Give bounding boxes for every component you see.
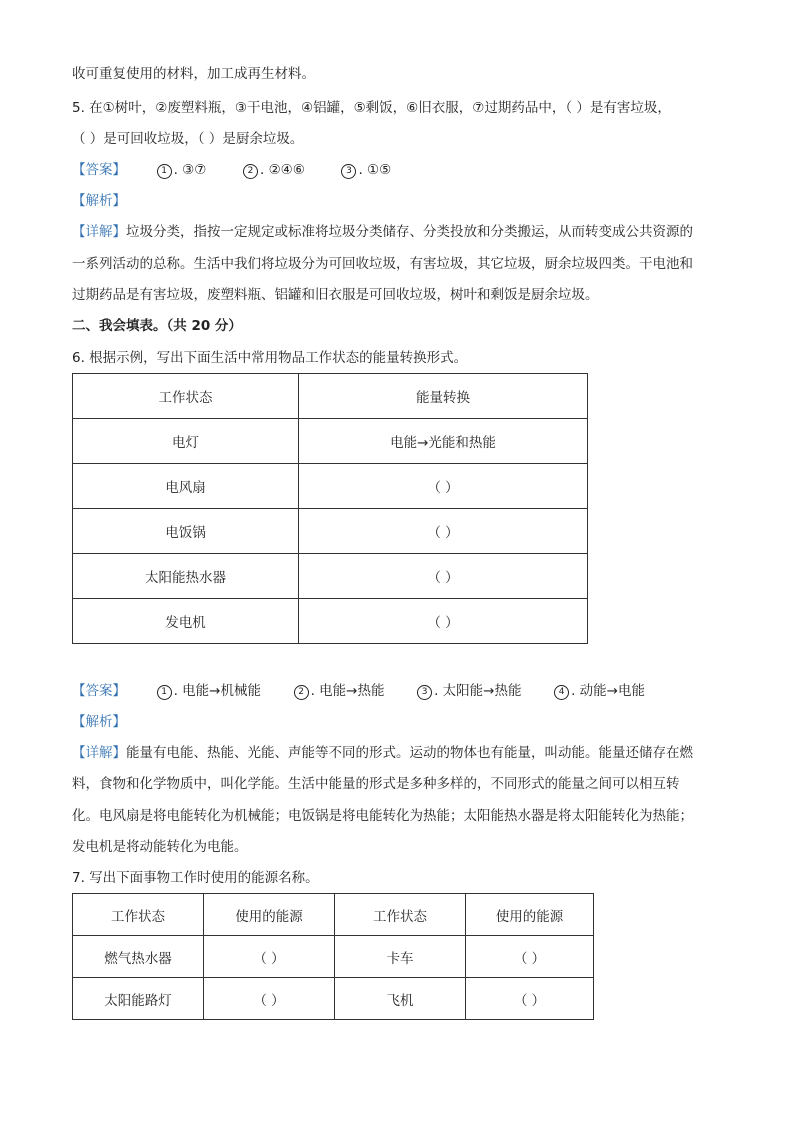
answer-item: 2 . 电能→热能 [294, 683, 385, 699]
q5-prompt-line1: 5. 在①树叶，②废塑料瓶，③干电池，④铝罐，⑤剩饭，⑥旧衣服，⑦过期药品中，（ ）是有害垃圾， [72, 100, 671, 116]
table-cell: （ ） [299, 509, 588, 554]
q5-answer [72, 160, 391, 180]
table-row [73, 554, 588, 599]
table-row [73, 464, 588, 509]
q6-table [72, 373, 588, 644]
table-cell: （ ） [466, 978, 594, 1020]
answer-item: 1 . 电能→机械能 [157, 683, 261, 699]
answer-number: 3 [341, 164, 356, 179]
q6-detail-line: 【详解】能量有电能、热能、光能、声能等不同的形式。运动的物体也有能量，叫动能。能量还储存在燃 [72, 745, 693, 761]
q7-table [72, 893, 594, 1020]
detail-tag: 【详解】 [72, 745, 126, 761]
answer-number: 2 [243, 164, 258, 179]
table-header-cell: 工作状态 [73, 894, 204, 936]
table-header-cell: 能量转换 [299, 374, 588, 419]
answer-number: 4 [554, 685, 569, 700]
q6-detail-line: 化。电风扇是将电能转化为机械能；电饭锅是将电能转化为热能；太阳能热水器是将太阳能转化为热能； [72, 808, 693, 824]
q6-answer [72, 681, 645, 701]
table-cell: （ ） [299, 464, 588, 509]
table-header-cell: 工作状态 [335, 894, 466, 936]
q6-detail-line: 料，食物和化学物质中，叫化学能。生活中能量的形式是多种多样的，不同形式的能量之间可以相互转 [72, 776, 680, 792]
section-title: 二、我会填表。（共 20 分） [72, 318, 242, 334]
answer-number: 1 [157, 164, 172, 179]
table-cell: （ ） [204, 936, 335, 978]
table-cell: 太阳能热水器 [73, 554, 299, 599]
q5-prompt-line2: （ ）是可回收垃圾，（ ）是厨余垃圾。 [72, 131, 304, 147]
table-cell: 太阳能路灯 [73, 978, 204, 1020]
table-cell: 燃气热水器 [73, 936, 204, 978]
intro-line: 收可重复使用的材料，加工成再生材料。 [72, 66, 315, 82]
table-row [73, 599, 588, 644]
table-header-cell: 工作状态 [73, 374, 299, 419]
table-cell: 电风扇 [73, 464, 299, 509]
table-cell: 电灯 [73, 419, 299, 464]
q5-detail-line: 过期药品是有害垃圾，废塑料瓶、铝罐和旧衣服是可回收垃圾，树叶和剩饭是厨余垃圾。 [72, 287, 599, 303]
table-cell: （ ） [299, 554, 588, 599]
answer-item: 3 . ①⑤ [341, 162, 391, 178]
answer-item: 2 . ②④⑥ [243, 162, 305, 178]
table-cell: 卡车 [335, 936, 466, 978]
answer-number: 1 [157, 685, 172, 700]
table-cell: 飞机 [335, 978, 466, 1020]
table-header-cell: 使用的能源 [204, 894, 335, 936]
table-cell: （ ） [299, 599, 588, 644]
table-cell: （ ） [466, 936, 594, 978]
answer-tag: 【答案】 [72, 683, 126, 699]
q7-prompt: 7. 写出下面事物工作时使用的能源名称。 [72, 870, 319, 886]
table-header-row [73, 374, 588, 419]
table-row [73, 936, 594, 978]
q6-detail-line: 发电机是将动能转化为电能。 [72, 839, 248, 855]
answer-number: 2 [294, 685, 309, 700]
q6-prompt: 6. 根据示例，写出下面生活中常用物品工作状态的能量转换形式。 [72, 350, 468, 366]
q6-analysis-tag: 【解析】 [72, 714, 126, 730]
table-row [73, 509, 588, 554]
q5-analysis-tag: 【解析】 [72, 193, 126, 209]
answer-item: 4 . 动能→电能 [554, 683, 645, 699]
table-cell: 发电机 [73, 599, 299, 644]
table-cell: 电能→光能和热能 [299, 419, 588, 464]
q5-detail-line: 一系列活动的总称。生活中我们将垃圾分为可回收垃圾，有害垃圾，其它垃圾，厨余垃圾四类。干电池和 [72, 256, 693, 272]
table-header-row [73, 894, 594, 936]
table-cell: 电饭锅 [73, 509, 299, 554]
q5-detail-line: 【详解】垃圾分类，指按一定规定或标准将垃圾分类储存、分类投放和分类搬运，从而转变成公共资源的 [72, 224, 693, 240]
table-cell: （ ） [204, 978, 335, 1020]
table-header-cell: 使用的能源 [466, 894, 594, 936]
table-row [73, 419, 588, 464]
table-row [73, 978, 594, 1020]
detail-tag: 【详解】 [72, 224, 126, 240]
answer-item: 3 . 太阳能→热能 [417, 683, 521, 699]
answer-tag: 【答案】 [72, 162, 126, 178]
answer-number: 3 [417, 685, 432, 700]
answer-item: 1 . ③⑦ [157, 162, 207, 178]
